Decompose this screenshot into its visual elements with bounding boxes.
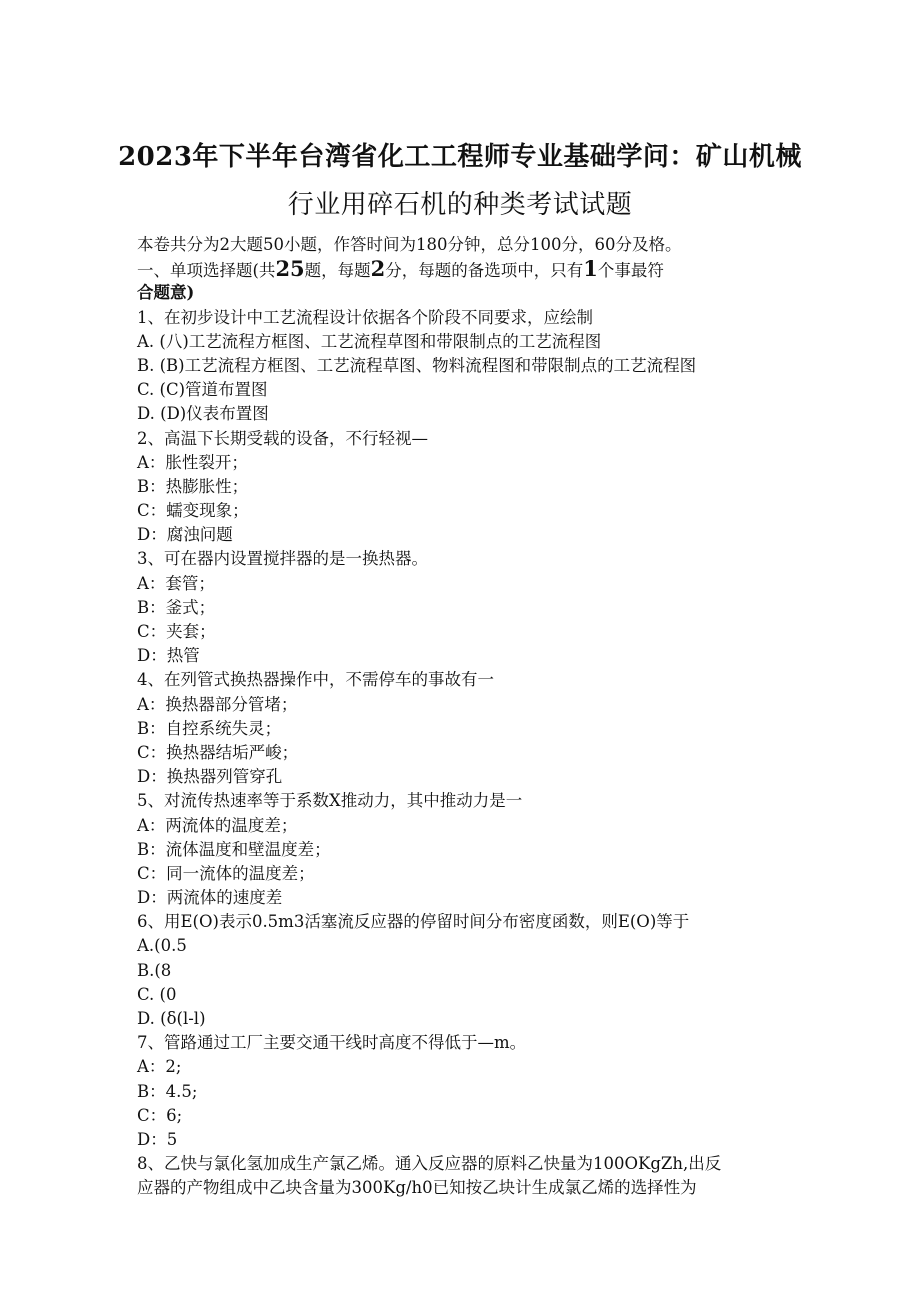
question-option: A：换热器部分管堵；	[137, 694, 298, 714]
question-option: A.(0.5	[137, 936, 187, 956]
section-heading-continuation: 合题意)	[137, 283, 195, 303]
question-stem: 3、可在器内设置搅拌器的是一换热器。	[137, 549, 428, 569]
document-body	[137, 233, 797, 1201]
section-mid-1: 题，每题	[304, 261, 371, 281]
document-title-line-2: 行业用碎石机的种类考试试题	[287, 190, 633, 220]
question-option: D：热管	[137, 646, 200, 666]
question-stem: 6、用E(O)表示0.5m3活塞流反应器的停留时间分布密度函数，则E(O)等于	[137, 912, 690, 932]
question-option: C. (0	[137, 984, 177, 1004]
section-suffix: 个事最符	[597, 261, 664, 281]
question-option: D：5	[137, 1129, 178, 1149]
section-prefix: 一、单项选择题(共	[137, 261, 276, 281]
question-option: D：换热器列管穿孔	[137, 767, 283, 787]
question-option: D. (D)仪表布置图	[137, 404, 269, 424]
question-option: C：蠕变现象；	[137, 501, 249, 521]
question-option: B：自控系统失灵；	[137, 718, 282, 738]
question-option: C：6;	[137, 1105, 183, 1125]
question-stem: 4、在列管式换热器操作中，不需停车的事故有一	[137, 670, 494, 690]
points-per-question: 2	[370, 256, 386, 282]
question-option: B：4.5;	[137, 1081, 198, 1101]
question-stem: 1、在初步设计中工艺流程设计依据各个阶段不同要求，应绘制	[137, 307, 593, 327]
question-8-line-2: 应器的产物组成中乙块含量为300Kg/h0已知按乙块计生成氯乙烯的选择性为	[137, 1178, 697, 1198]
question-option: B. (B)工艺流程方框图、工艺流程草图、物料流程图和带限制点的工艺流程图	[137, 355, 697, 375]
question-count: 25	[275, 256, 305, 282]
exam-intro: 本卷共分为2大题50小题，作答时间为180分钟，总分100分，60分及格。	[137, 235, 682, 254]
question-option: B.(8	[137, 960, 172, 980]
question-stem: 5、对流传热速率等于系数X推动力，其中推动力是一	[137, 791, 523, 811]
document-title-line-1: 2023年下半年台湾省化工工程师专业基础学问：矿山机械	[118, 142, 802, 172]
question-option: C：同一流体的温度差；	[137, 863, 315, 883]
question-8-line-1: 8、乙快与氯化氢加成生产氯乙烯。通入反应器的原料乙快量为100OKgZh,出反	[137, 1154, 722, 1174]
question-option: D：腐浊问题	[137, 525, 233, 545]
section-mid-2: 分，每题的备选项中，只有	[385, 261, 584, 281]
question-option: C：换热器结垢严峻；	[137, 742, 299, 762]
question-option: D. (δ(l-l)	[137, 1009, 206, 1028]
section-heading	[137, 257, 797, 281]
question-option: B：热膨胀性；	[137, 476, 249, 496]
question-option: A：套管；	[137, 573, 215, 593]
question-option: B：釜式；	[137, 597, 216, 617]
question-option: A：两流体的温度差；	[137, 815, 298, 835]
question-option: C：夹套；	[137, 622, 216, 641]
question-stem: 7、管路通过工厂主要交通干线时高度不得低于—m。	[137, 1033, 527, 1053]
answer-count: 1	[583, 256, 598, 282]
question-option: A. (八)工艺流程方框图、工艺流程草图和带限制点的工艺流程图	[137, 331, 602, 351]
question-option: B：流体温度和壁温度差；	[137, 839, 331, 859]
question-option: A：胀性裂开；	[137, 452, 248, 472]
question-option: C. (C)管道布置图	[137, 380, 268, 400]
question-list	[137, 306, 797, 1153]
question-option: A：2;	[137, 1057, 182, 1077]
question-stem: 2、高温下长期受载的设备，不行轻视—	[137, 428, 428, 448]
question-option: D：两流体的速度差	[137, 888, 283, 908]
